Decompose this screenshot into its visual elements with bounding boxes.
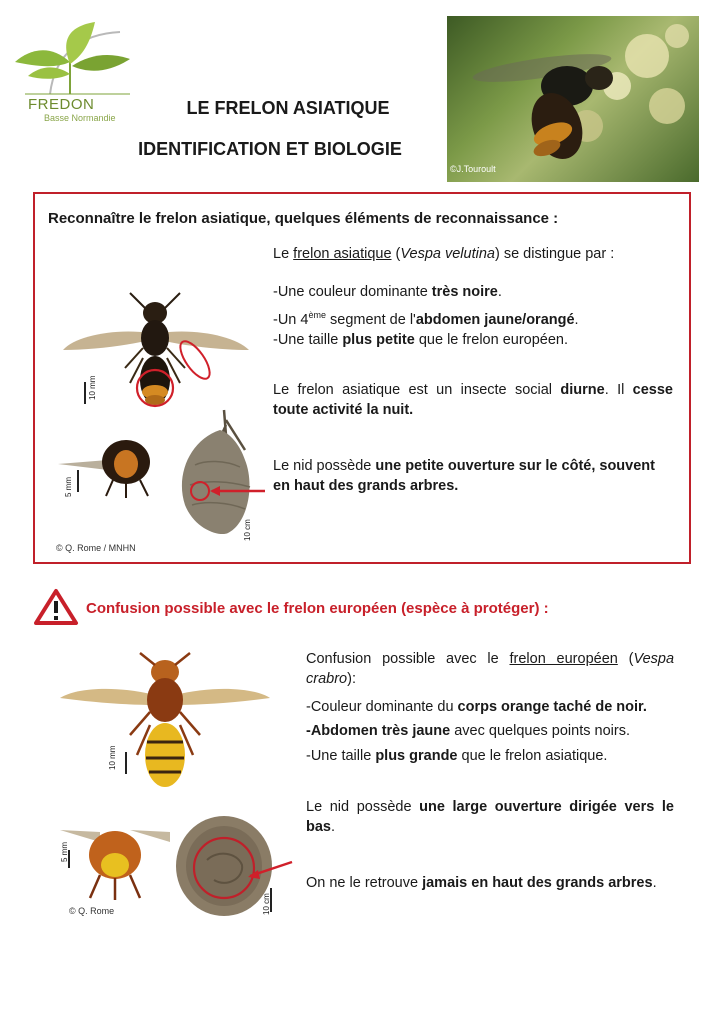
scale-label-10cm: 10 cm — [262, 893, 271, 915]
asian-hornet-head-illustration — [58, 432, 158, 500]
european-intro: Confusion possible avec le frelon européen (Vespa crabro): — [306, 651, 675, 687]
asian-nest-illustration — [170, 405, 280, 540]
scale-label-5mm: 5 mm — [60, 842, 69, 862]
scale-label-10mm: 10 mm — [108, 745, 117, 770]
european-section-heading: Confusion possible avec le frelon européen (espèce à protéger) : — [86, 600, 549, 617]
scale-label-5mm: 5 mm — [64, 477, 73, 497]
european-hornet-head-illustration — [60, 820, 170, 902]
scale-bar — [125, 752, 127, 774]
european-nest-illustration — [172, 810, 302, 920]
asian-intro: Le frelon asiatique (Vespa velutina) se distingue par : — [273, 246, 615, 262]
asian-social-text: Le frelon asiatique est un insecte social diurne. Il cesse toute activité la nuit. — [273, 382, 673, 418]
asian-feature-2: -Un 4ème segment de l'abdomen jaune/orangé. — [273, 310, 579, 328]
scale-label-10cm: 10 cm — [243, 519, 252, 541]
logo-subtitle: Basse Normandie — [44, 113, 116, 123]
page-subtitle: IDENTIFICATION ET BIOLOGIE — [138, 139, 402, 159]
european-photo-credit: © Q. Rome — [69, 906, 115, 916]
european-feature-3: -Une taille plus grande que le frelon asiatique. — [306, 748, 608, 764]
asian-feature-1: -Une couleur dominante très noire. — [273, 284, 502, 300]
asian-photo-credit: © Q. Rome / MNHN — [56, 543, 136, 553]
european-feature-1: -Couleur dominante du corps orange taché de noir. — [306, 699, 647, 715]
hornet-photo — [447, 16, 699, 182]
european-location-text: On ne le retrouve jamais en haut des grands arbres. — [306, 875, 657, 891]
scale-label-10mm: 10 mm — [88, 375, 97, 400]
scale-bar — [77, 470, 79, 492]
european-feature-2: -Abdomen très jaune avec quelques points noirs. — [306, 723, 630, 739]
asian-section-heading: Reconnaître le frelon asiatique, quelques éléments de reconnaissance : — [48, 210, 559, 227]
european-nest-text: Le nid possède une large ouverture dirigée vers le bas. — [306, 799, 674, 835]
photo-credit: ©J.Touroult — [450, 164, 496, 174]
asian-feature-3: -Une taille plus petite que le frelon européen. — [273, 332, 568, 348]
warning-icon — [33, 588, 79, 626]
page-title: LE FRELON ASIATIQUE — [186, 98, 390, 118]
scale-bar — [84, 382, 86, 404]
european-hornet-illustration — [55, 650, 275, 800]
asian-nest-text: Le nid possède une petite ouverture sur le côté, souvent en haut des grands arbres. — [273, 458, 655, 494]
logo-name: FREDON — [28, 96, 95, 113]
